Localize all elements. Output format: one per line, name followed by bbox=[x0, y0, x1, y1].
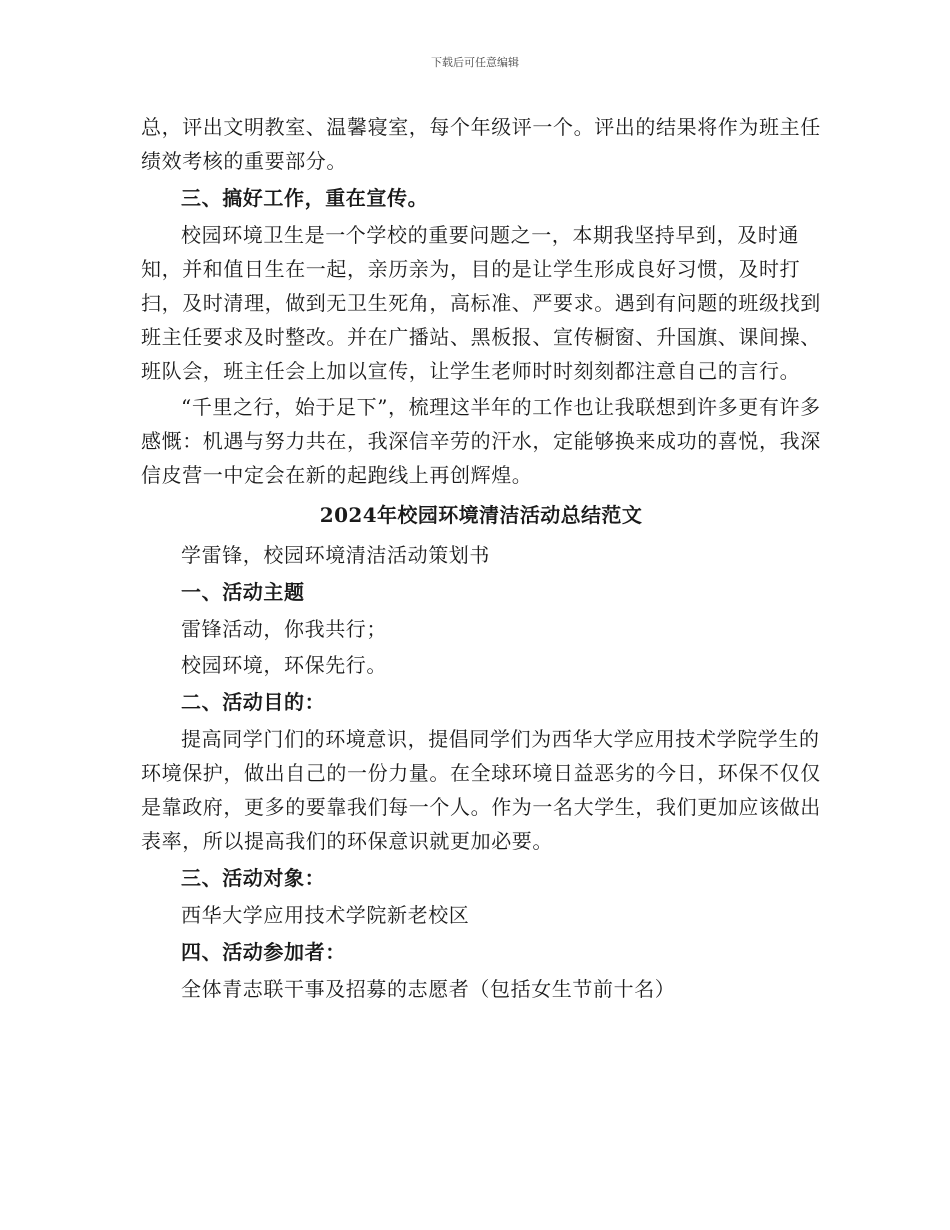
section-heading-theme: 一、活动主题 bbox=[181, 580, 305, 604]
header-note: 下载后可任意编辑 bbox=[431, 56, 519, 69]
paragraph-3: “千里之行，始于足下”，梳理这半年的工作也让我联想到许多更有许多感慨：机遇与努力共在，我深信辛劳的汗水，定能够换来成功的喜悦，我深信皮营一中定会在新的起跑线上再创辉煌。 bbox=[141, 395, 821, 487]
section-heading-target: 三、活动对象： bbox=[181, 866, 326, 890]
paragraph-7: 提高同学门们的环境意识，提倡同学们为西华大学应用技术学院学生的环境保护，做出自己的一份力量。在全球环境日益恶劣的今日，环保不仅仅是靠政府，更多的要靠我们每一个人。作为一名大学生，我们更加应该做出表率，所以提高我们的环保意识就更加必要。 bbox=[141, 727, 821, 853]
paragraph-8: 西华大学应用技术学院新老校区 bbox=[181, 903, 470, 927]
section-heading-publicity: 三、搞好工作，重在宣传。 bbox=[181, 186, 429, 210]
paragraph-5: 雷锋活动，你我共行； bbox=[181, 617, 387, 641]
paragraph-4: 学雷锋，校园环境清洁活动策划书 bbox=[181, 543, 490, 567]
paragraph-2: 校园环境卫生是一个学校的重要问题之一，本期我坚持早到，及时通知，并和值日生在一起，亲历亲为，目的是让学生形成良好习惯，及时打扫，及时清理，做到无卫生死角，高标准、严要求。遇到有问题的班级找到班主任要求及时整改。并在广播站、黑板报、宣传橱窗、升国旗、课间操、班队会，班主任会上加以宣传，让学生老师时时刻刻都注意自己的言行。 bbox=[141, 223, 821, 383]
section-heading-participants: 四、活动参加者： bbox=[181, 940, 346, 964]
document-title: 2024年校园环境清洁活动总结范文 bbox=[319, 503, 643, 527]
paragraph-9: 全体青志联干事及招募的志愿者（包括女生节前十名） bbox=[181, 977, 676, 1001]
paragraph-1: 总，评出文明教室、温馨寝室，每个年级评一个。评出的结果将作为班主任绩效考核的重要部分。 bbox=[141, 115, 821, 173]
document-body bbox=[141, 110, 821, 1008]
paragraph-6: 校园环境，环保先行。 bbox=[181, 653, 387, 677]
section-heading-purpose: 二、活动目的： bbox=[181, 690, 326, 714]
